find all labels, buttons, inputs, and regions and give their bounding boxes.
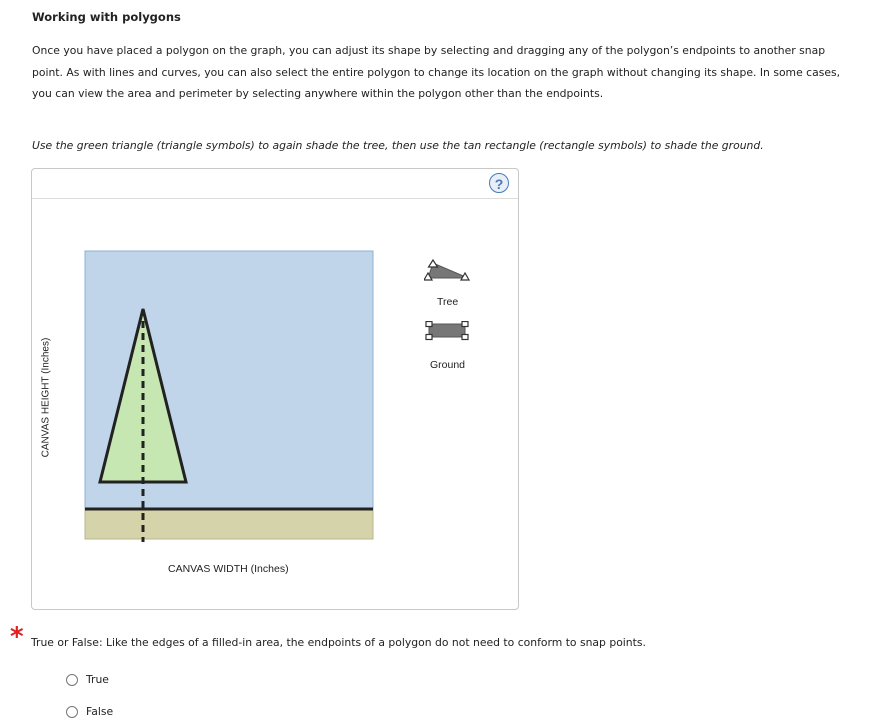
ground-tool-label: Ground: [430, 359, 466, 371]
option-true[interactable]: [66, 673, 109, 686]
paragraph-line: you can view the area and perimeter by selecting anywhere within the polygon other than the endpoints.: [32, 87, 604, 100]
radio-true[interactable]: [66, 674, 78, 686]
instructions-paragraph: [32, 40, 872, 105]
paragraph-line: Once you have placed a polygon on the graph, you can adjust its shape by selecting and dragging any of the polygon’s endpoints to another snap: [32, 44, 826, 57]
x-axis-label: CANVAS WIDTH (Inches): [168, 563, 289, 575]
section-heading: Working with polygons: [32, 10, 181, 24]
question-text: True or False: Like the edges of a filled-in area, the endpoints of a polygon do not need to conform to snap points.: [31, 636, 646, 649]
task-instruction: Use the green triangle (triangle symbols) to again shade the tree, then use the tan rectangle (rectangle symbols) to shade the ground.: [32, 139, 764, 152]
triangle-polygon-icon: [424, 258, 472, 284]
ground-polygon: [85, 509, 373, 539]
tree-tool-label: Tree: [437, 296, 459, 308]
rectangle-polygon-icon: [425, 321, 469, 341]
required-asterisk-icon: *: [10, 622, 24, 652]
y-axis-label: CANVAS HEIGHT (Inches): [40, 337, 52, 458]
option-false-label: False: [86, 705, 114, 718]
paragraph-line: point. As with lines and curves, you can also select the entire polygon to change its location on the graph without changing its shape. In some cases,: [32, 65, 841, 79]
option-true-label: True: [86, 673, 109, 686]
radio-false[interactable]: [66, 706, 78, 718]
graph-toolbar: [32, 169, 518, 199]
option-false[interactable]: [66, 705, 113, 718]
ground-tool-button[interactable]: [425, 321, 469, 341]
tree-tool-button[interactable]: [424, 258, 472, 284]
help-icon[interactable]: ?: [489, 173, 509, 193]
graph-canvas[interactable]: [84, 250, 376, 542]
